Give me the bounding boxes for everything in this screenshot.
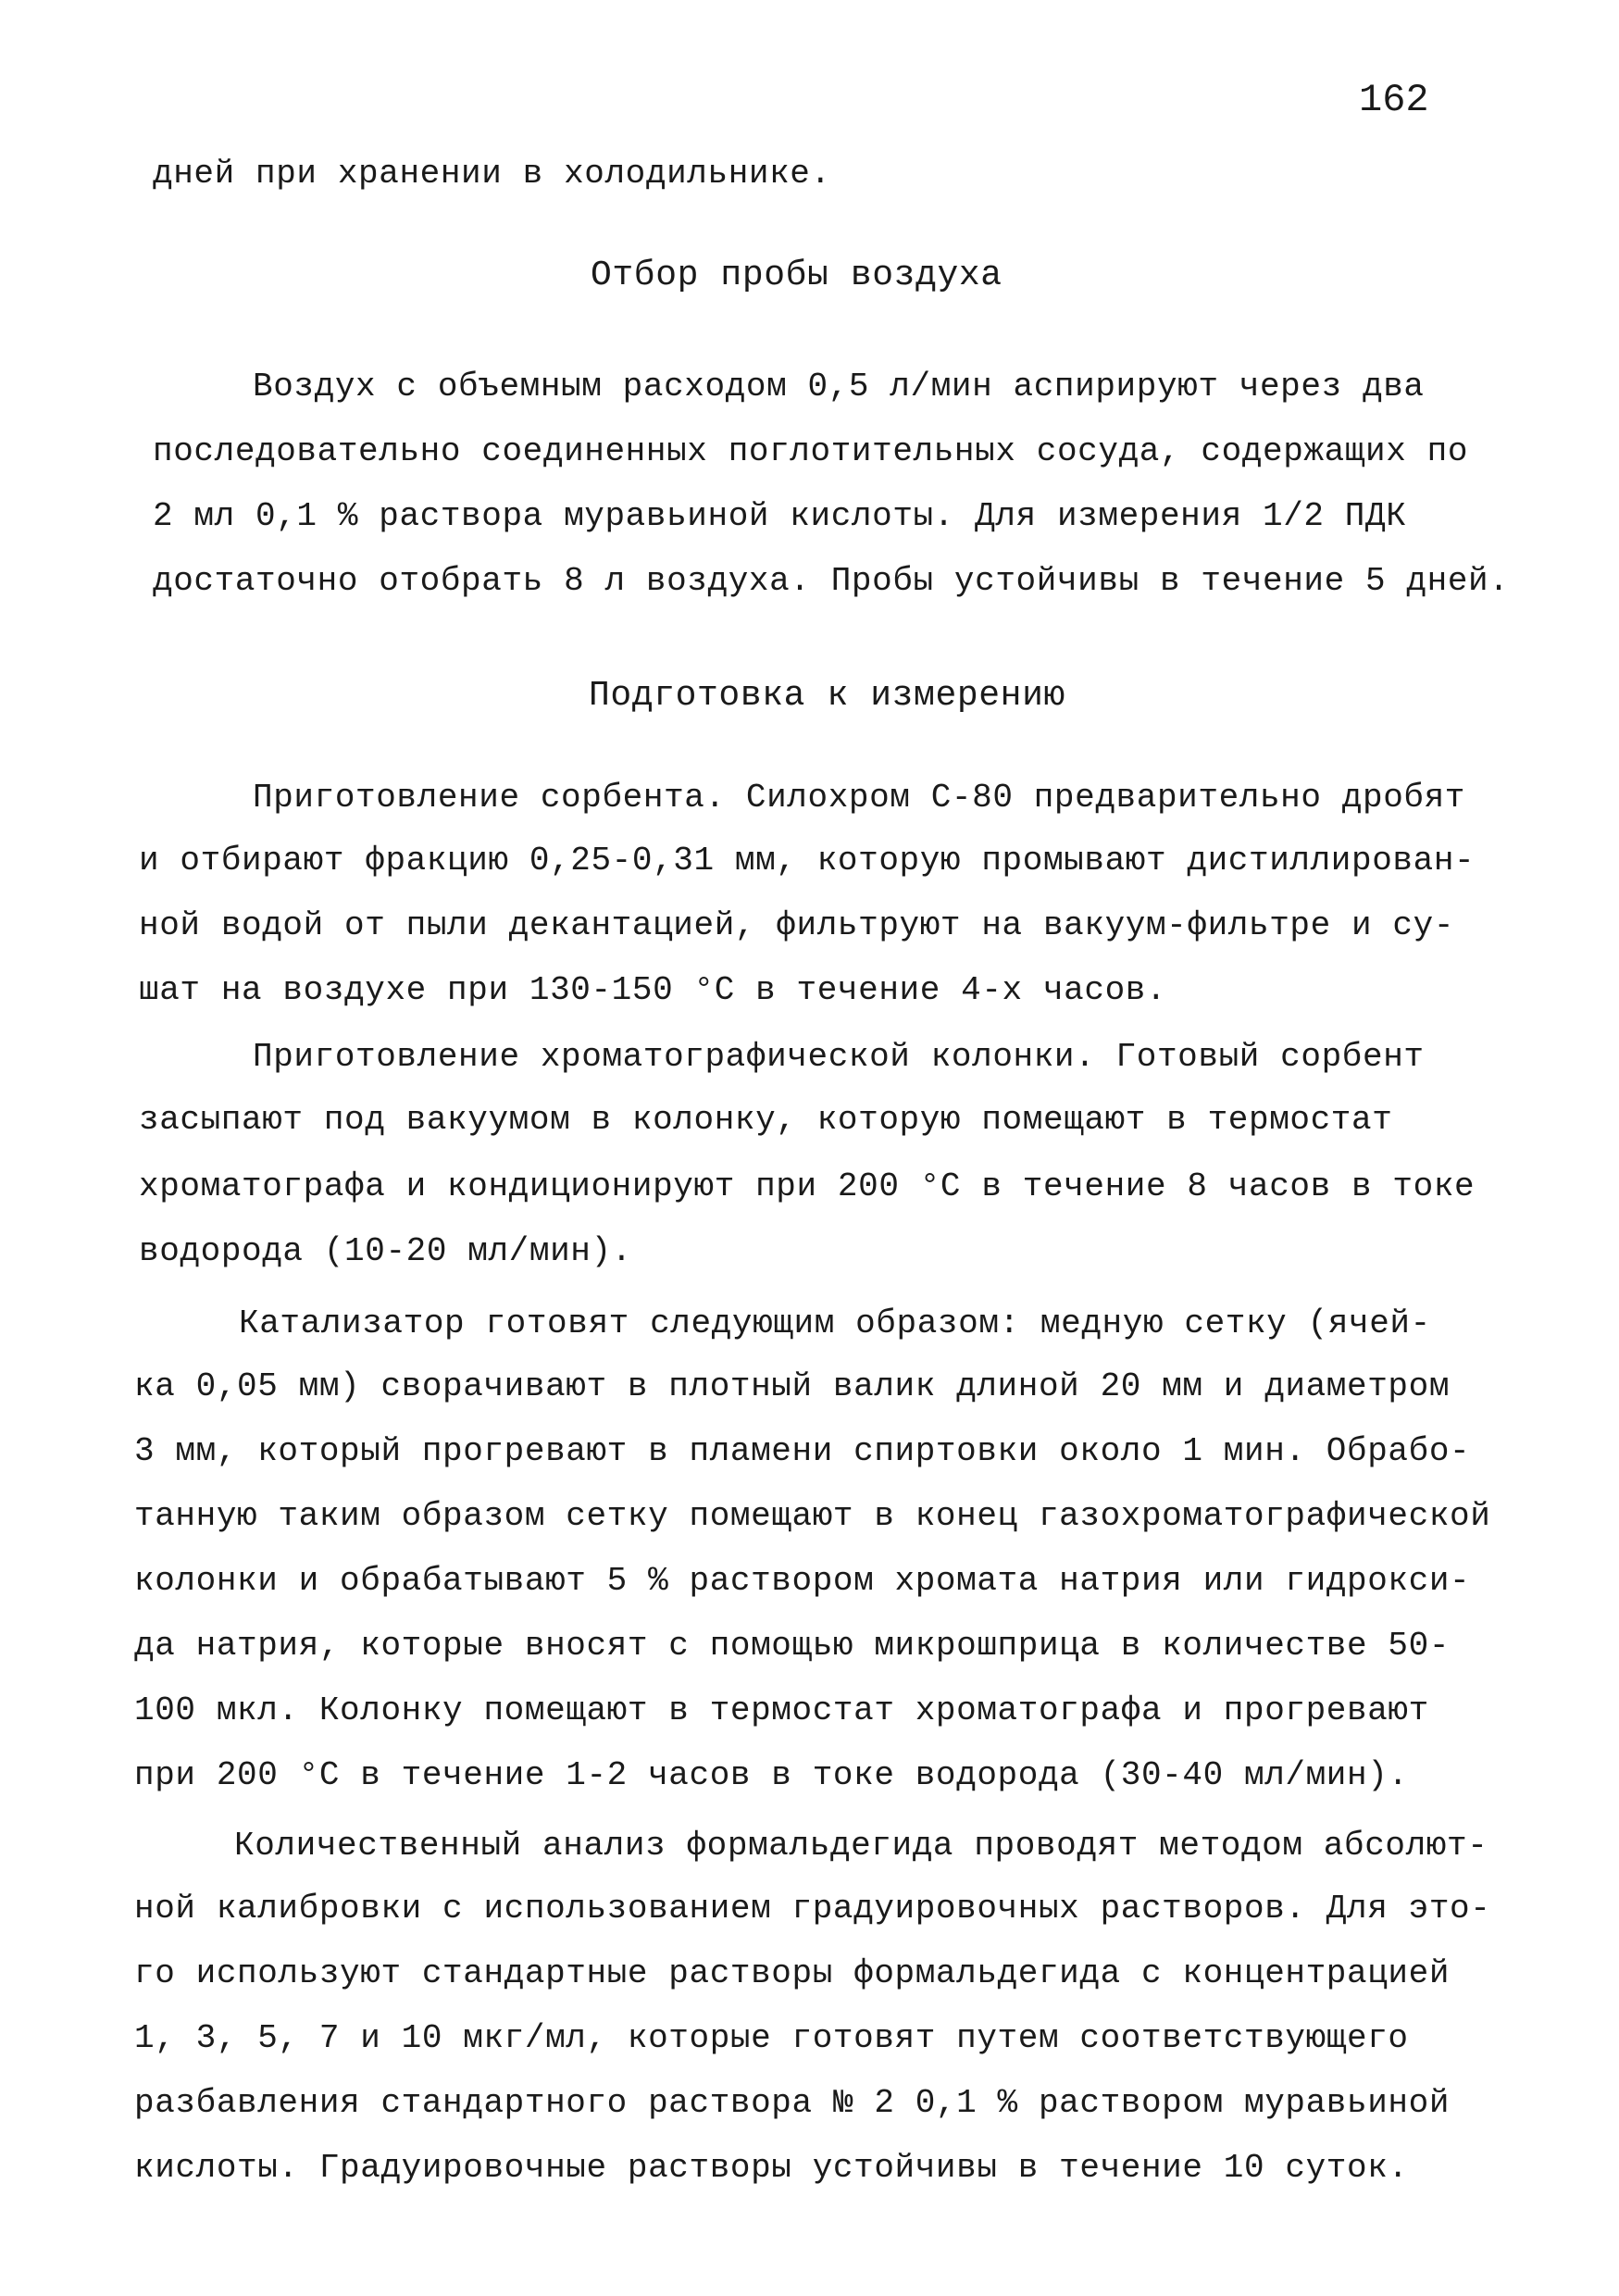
text-line: 100 мкл. Колонку помещают в термостат хроматографа и прогревают bbox=[134, 1691, 1429, 1729]
text-line: колонки и обрабатывают 5 % раствором хромата натрия или гидрокси- bbox=[134, 1562, 1471, 1600]
text-line: при 200 °С в течение 1-2 часов в токе водорода (30-40 мл/мин). bbox=[134, 1756, 1409, 1794]
text-line: танную таким образом сетку помещают в конец газохроматографической bbox=[134, 1497, 1491, 1535]
text-line: и отбирают фракцию 0,25-0,31 мм, которую промывают дистиллирован- bbox=[139, 842, 1476, 880]
text-line: ной водой от пыли декантацией, фильтруют на вакуум-фильтре и су- bbox=[139, 906, 1455, 944]
text-line: Воздух с объемным расходом 0,5 л/мин аспирируют через два bbox=[253, 368, 1425, 406]
text-line: Катализатор готовят следующим образом: медную сетку (ячей- bbox=[239, 1304, 1431, 1342]
text-line: достаточно отобрать 8 л воздуха. Пробы устойчивы в течение 5 дней. bbox=[153, 562, 1510, 600]
section-heading: Подготовка к измерению bbox=[589, 676, 1065, 716]
text-line: разбавления стандартного раствора № 2 0,1 % раствором муравьиной bbox=[134, 2084, 1451, 2122]
text-line: кислоты. Градуировочные растворы устойчивы в течение 10 суток. bbox=[134, 2149, 1409, 2187]
text-line: Приготовление хроматографической колонки. Готовый сорбент bbox=[253, 1038, 1425, 1076]
text-line: засыпают под вакуумом в колонку, которую помещают в термостат bbox=[139, 1101, 1393, 1139]
page-number: 162 bbox=[1359, 78, 1429, 122]
text-line: го используют стандартные растворы формальдегида с концентрацией bbox=[134, 1954, 1451, 1992]
text-line: Приготовление сорбента. Силохром С-80 предварительно дробят bbox=[253, 779, 1466, 817]
text-line: 1, 3, 5, 7 и 10 мкг/мл, которые готовят путем соответствующего bbox=[134, 2019, 1409, 2057]
text-line: 3 мм, который прогревают в пламени спиртовки около 1 мин. Обрабо- bbox=[134, 1432, 1471, 1470]
text-line: дней при хранении в холодильнике. bbox=[153, 155, 831, 193]
text-line: шат на воздухе при 130-150 °С в течение 4-х часов. bbox=[139, 971, 1167, 1009]
text-line: да натрия, которые вносят с помощью микрошприца в количестве 50- bbox=[134, 1627, 1451, 1665]
text-line: 2 мл 0,1 % раствора муравьиной кислоты. Для измерения 1/2 ПДК bbox=[153, 497, 1407, 535]
text-line: ка 0,05 мм) сворачивают в плотный валик длиной 20 мм и диаметром bbox=[134, 1367, 1451, 1405]
text-line: водорода (10-20 мл/мин). bbox=[139, 1232, 632, 1270]
text-line: Количественный анализ формальдегида проводят методом абсолют- bbox=[234, 1827, 1488, 1865]
text-line: последовательно соединенных поглотительных сосуда, содержащих по bbox=[153, 432, 1469, 470]
text-line: ной калибровки с использованием градуировочных растворов. Для это- bbox=[134, 1890, 1491, 1928]
text-line: хроматографа и кондиционируют при 200 °С в течение 8 часов в токе bbox=[139, 1167, 1476, 1205]
section-heading: Отбор пробы воздуха bbox=[591, 256, 1003, 295]
